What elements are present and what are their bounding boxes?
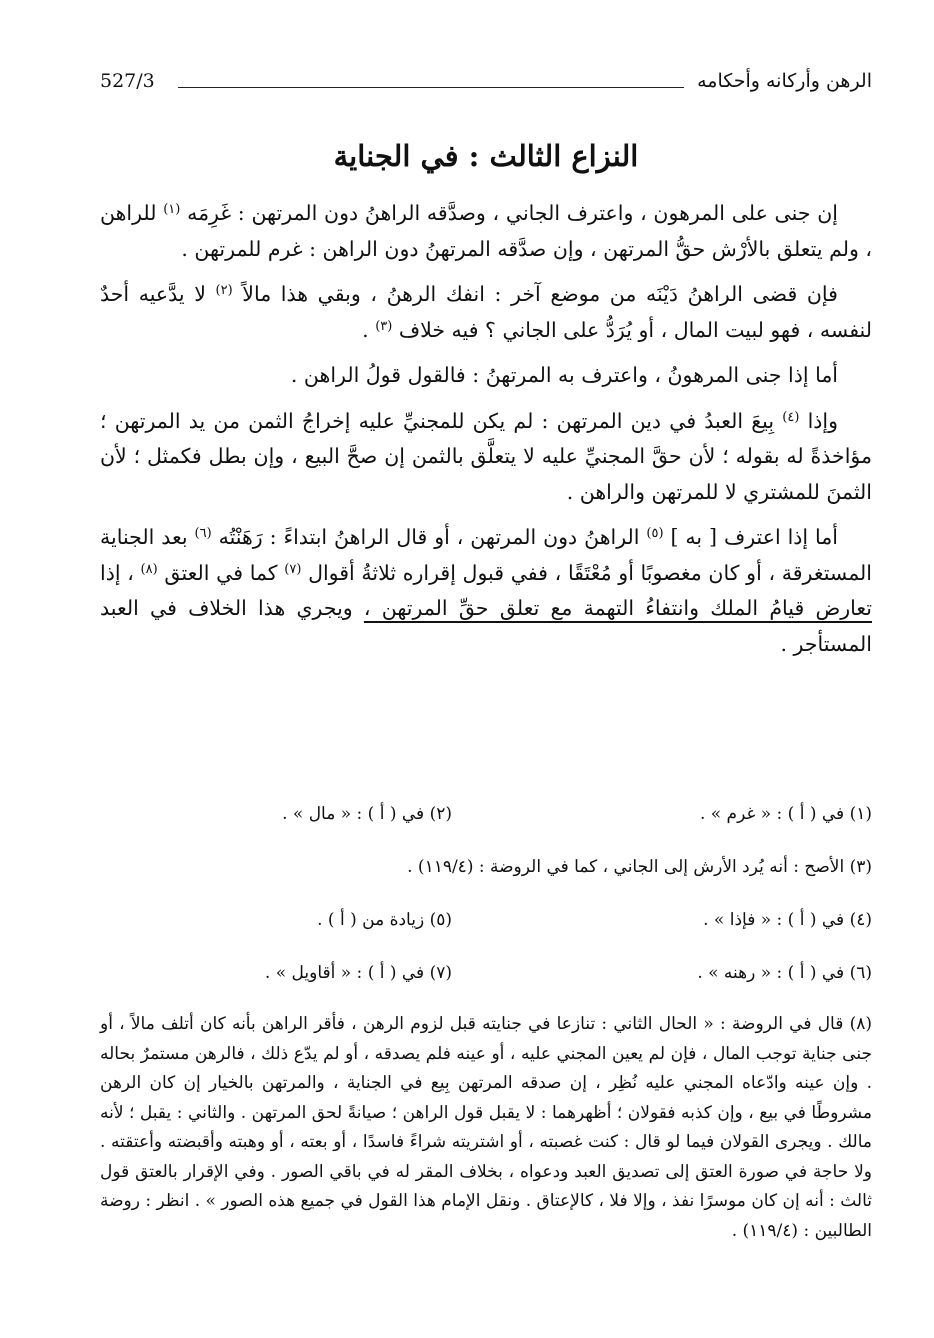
paragraph-5-text-e: ، إذا xyxy=(100,560,134,585)
footnote-4: (٤) في ( أ ) : « فإذا » . xyxy=(703,910,872,930)
footnote-ref-8: (٨) xyxy=(140,561,158,577)
paragraph-2-text-a: فإن قضى الراهنُ دَيْنَه من موضع آخر : انفك الرهنُ ، وبقي هذا مالاً xyxy=(242,282,838,306)
footnote-8: (٨) قال في الروضة : « الحال الثاني : تنازعا في جنايته قبل لزوم الرهن ، فأقر الراهن بأنه كان أتلف مالاً ، أو جنى جناية توجب المال ، فإن لم يعين المجني عليه ، أو عينه فلم يصدقه ، أو لم يدّع ذلك ، فالرهن مستمرٌ بحاله . وإن عينه وادّعاه المجني عليه نُظِر ، إن صدقه المرتهن بِيع في الجناية ، والمرتهن بالخيار إن كان الرهن مشروطًا في بيع ، وإن كذبه فقولان ؛ أظهرهما : لا يقبل قول الراهن ؛ صيانةً لحق المرتهن . والثاني : يقبل ؛ لأنه مالك . ويجرى القولان فيما لو قال : كنت غصبته ، أو اشتريته شراءً فاسدًا ، أو بعته ، أو وهبته وأقبضته وأعتقته . ولا حاجة في صورة العتق إلى تصديق العبد ودعواه ، بخلاف المقر له في باقي الصور . وفي الإقرار بالعتق قول ثالث : أنه إن كان موسرًا نفذ ، وإلا فلا ، كالإعتاق . ونقل الإمام هذا القول في جميع هذه الصور » . انظر : روضة الطالبين : (١١٩/٤) . xyxy=(100,1014,872,1241)
page-header xyxy=(100,66,872,96)
paragraph-5-text-c: بعد الجناية المستغرقة ، أو كان مغصوبًا أو مُعْتَقًا ، ففي قبول إقراره ثلاثةُ أقوال xyxy=(100,525,872,585)
paragraph-2-text-c: . xyxy=(362,317,369,342)
header-rule xyxy=(178,87,684,88)
paragraph-3: أما إذا جنى المرهونُ ، واعترف به المرتهنُ : فالقول قولُ الراهن . xyxy=(290,363,838,387)
footnote-ref-5: (٥) xyxy=(646,526,664,541)
running-title: الرهن وأركانه وأحكامه xyxy=(697,70,872,92)
paragraph-5-text-b: الراهنُ دون المرتهن ، أو قال الراهنُ ابتداءً : رَهَنْتُه xyxy=(218,525,640,549)
underlined-phrase: تعارض قيامُ الملك وانتفاءُ التهمة مع تعلق حقِّ المرتهن ، xyxy=(363,596,872,620)
footnote-ref-4: (٤) xyxy=(782,409,800,425)
footnotes xyxy=(100,796,872,1246)
footnote-row-4 xyxy=(100,955,872,1008)
chapter-title: النزاع الثالث : في الجناية xyxy=(333,139,639,173)
footnote-5: (٥) زيادة من ( أ ) . xyxy=(317,910,452,930)
paragraph-4-text-b: بِيعَ العبدُ في دين المرتهن : لم يكن للمجنيِّ عليه إخراجُ الثمن من يد المرتهن ؛ مؤاخذةً له بقوله ؛ لأن حقَّ المجنيِّ عليه لا يتعلَّق بالثمن إن صحَّ البيع ، وإن بطل فكمثل ؛ لأن الثمنَ للمشتري لا للمرتهن والراهن . xyxy=(100,408,872,504)
paragraph-4-text-a: وإذا xyxy=(807,408,838,433)
paragraph-1 xyxy=(100,196,872,267)
footnote-ref-3: (٣) xyxy=(375,318,393,334)
footnote-ref-1: (١) xyxy=(163,202,181,217)
footnote-1: (١) في ( أ ) : « غرم » . xyxy=(699,804,872,824)
paragraph-5 xyxy=(100,520,872,662)
paragraph-1-text-b: للراهن ، ولم يتعلق بالأرْش حقُّ المرتهن ، وإن صدَّقه المرتهنُ دون الراهن : غرم للمرتهن . xyxy=(100,201,872,261)
footnote-ref-7: (٧) xyxy=(284,561,302,577)
paragraph-5-text-f: ويجري هذا الخلاف في العبد المستأجر . xyxy=(100,596,872,656)
paragraph-2-text-b: لا يدَّعيه أحدٌ لنفسه ، فهو لبيت المال ، أو يُرَدُّ على الجاني ؟ فيه خلاف xyxy=(100,282,872,342)
main-text xyxy=(100,196,872,662)
page-number: 527/3 xyxy=(100,70,155,92)
footnote-7: (٧) في ( أ ) : « أقاويل » . xyxy=(264,963,452,983)
footnote-3: (٣) الأصح : أنه يُرد الأرش إلى الجاني ، كما في الروضة : (١١٩/٤) . xyxy=(407,857,872,877)
footnote-ref-2: (٢) xyxy=(215,283,233,298)
paragraph-5-text-d: كما في العتق xyxy=(164,560,278,585)
footnote-ref-6: (٦) xyxy=(194,526,212,541)
paragraph-4 xyxy=(100,404,872,511)
footnote-6: (٦) في ( أ ) : « رهنه » . xyxy=(697,963,872,983)
footnote-row-2 xyxy=(100,849,872,902)
paragraph-1-text-a: إن جنى على المرهون ، واعترف الجاني ، وصدَّقه الراهنُ دون المرتهن : غَرِمَه xyxy=(187,201,838,225)
footnote-2: (٢) في ( أ ) : « مال » . xyxy=(282,804,452,824)
footnote-row-1 xyxy=(100,796,872,849)
footnote-row-3 xyxy=(100,902,872,955)
paragraph-2 xyxy=(100,277,872,348)
paragraph-5-text-a: أما إذا اعترف [ به ] xyxy=(670,525,838,549)
